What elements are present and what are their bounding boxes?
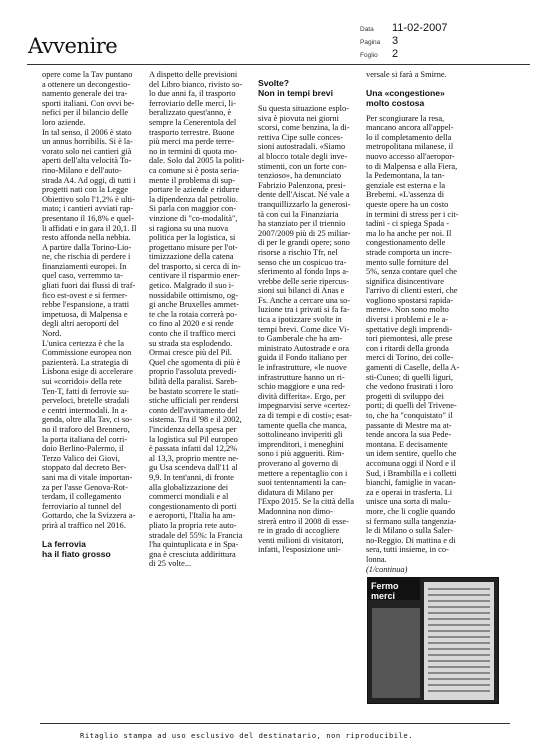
body-text: Per scongiurare la resa, mancano ancora all'appel- lo il completamento della metropolitana milanese, il nuovo accesso all'aeropor- to di Malpensa e alla Fiera, la Pedemontana, la tan- genziale est esterna e la Brebemi. «L'assenza di queste opere ha un costo in termini di stress per i cit- tadini - ci spiega Spada - ma lo ha anche per noi. Il congestionamento delle strade comporta un incre- mento sulle forniture del 5%, senza contare quel che significa disincentivare l'arrivo di clienti esteri, che vogliono spostarsi rapida- mente». Non sono molto diversi i problemi e le a- spettative degli imprendi- tori piemontesi, alle prese con i ritardi della gronda merci di Torino, dei colle- gamenti di Caselle, della A- sti-Cuneo; di quelli liguri, che vedono frustrati i loro progetti di sviluppo dei porti; di quelli del Trivene- to, che ha "conquistato" il passante di Mestre ma at- tende ancora la sua Pede- montana. E decisamente un idem sentire, quello che accomuna oggi il Nord e il Sud, i Brambilla e i colletti bianchi, famiglie in vacan- za e operai in trasferta. Li unisce una sorta di malu- more, che li coglie quando si fermano sulla tangenzia- le di Milano o sulla Saler- no-Reggio. Di mattina e di sera, tutti insieme, in co- lonna. (366, 113, 460, 564)
meta-row-page (360, 35, 520, 48)
article-column-2 (149, 70, 254, 569)
meta-value: 3 (392, 35, 399, 47)
thumbnail-image (367, 577, 499, 704)
meta-label: Data (360, 26, 374, 33)
body-text: Su questa situazione esplo- siva è piovuta nei giorni scorsi, come benzina, la di- rettiva Cipe sulle conces- sioni autostradali. «Siamo al blocco totale degli inve- stimenti, con un forte con- tenzioso», ha denunciato Fabrizio Palenzona, presi- dente dell'Aiscat. Né vale a tranquillizzarlo la generosi- tà con cui la Finanziaria ha stanziato per il triennio 2007/2009 più di 25 miliar- di per le grandi opere; sono risorse a rischio Tfr, nel senso che un cospicuo tra- sferimento al fondo Inps a- vrebbe delle serie ripercus- sioni sui bilanci di Anas e Fs. Anche a cercare una so- luzione tra i privati si fa fa- tica a ipotizzare svolte in tempi brevi. Come dice Vi- to Gamberale che ha am- ministrato Autostrade e ora guida il Fondo italiano per le infrastrutture, «le nuove infrastrutture hanno un ri- schio maggiore e una red- dività differita». Ergo, per impegnarvisi serve «certez- za di tempi e di costi»; esat- tamente quella che manca, sottolineano inviperiti gli imprenditori, i meneghini sono i più aggueriti. Rim- proverano al governo di mettere a repentaglio con i suoi tentennamenti la can- didatura di Milano per l'Expo 2015. Se la città della Madonnina non dimo- strerà entro il 2008 di esse- re in grado di accogliere venti milioni di visitatori, infatti, l'esposizione uni- (258, 104, 354, 555)
body-text: A dispetto delle previsioni del Libro bianco, rivisto so- lo due anni fa, il trasporto ferroviario delle merci, li- beralizzato quest'anno, è sempre la Cenerentola del trasporto terrestre. Buone più merci ma perde terre- no in termini di quota mo- dale. Solo dal 2005 la politi- ca comune si è posta seria- mente il problema di sup- portare le aziende e ridurre la dipendenza dal petrolio. Si parla con maggior con- vinzione di "co-modalità", si ragiona su una nuova politica per la logistica, si progettano misure per l'ot- timizzazione della catena del trasporto, si cerca di in- centivare il risparmio ener- getico. Malgrado il suo i- nossidabile ottimismo, og- gi anche Bruxelles ammet- te che la rotaia correrà po- co fino al 2020 e si rende conto che il traffico merci su strada sta esplodendo. Ormai cresce più del Pil. Quel che sgomenta di più è proprio l'assoluta prevedi- bilità della paralisi. Sareb- be bastato scorrere le stati- stiche ufficiali per rendersi conto dell'avvitamento del sistema. Tra il '98 e il 2002, l'incidenza della spesa per la logistica sul Pil europeo è passata infatti dal 12,2% al 13,3, proprio mentre ne- gu Usa scendeva dall'11 al 9,9. In tent'anni, di fronte alla globalizzazione dei commerci mondiali e al congestionamento di porti e aeroporti, l'Italia ha am- pliato la propria rete auto- stradale del 55%: la Francia l'ha quintuplicata e in Spa- gna è cresciuta addirittura di 25 volte... (149, 70, 245, 569)
thumbnail-photo (372, 608, 420, 698)
thumbnail-label: Fermo merci (368, 578, 420, 600)
meta-value: 2 (392, 48, 399, 60)
meta-row-sheet (360, 48, 520, 61)
article-column-3 (258, 70, 362, 555)
newspaper-logo: Avvenire (28, 34, 118, 58)
footer-disclaimer: Ritaglio stampa ad uso esclusivo del destinatario, non riproducibile. (80, 731, 414, 740)
subheading: Una «congestione» molto costosa (366, 87, 445, 108)
clipping-metadata (360, 22, 520, 61)
meta-row-date (360, 22, 520, 35)
body-text-lead: versale si farà a Smirne. (366, 70, 447, 79)
article-column-4 (366, 70, 504, 574)
subheading: Svolte? Non in tempi brevi (258, 78, 333, 98)
body-text: opere come la Tav puntano a ottenere un decongestio- namento generale dei tra- sporti italiani. Con ovvi be- nefici per il bilancio delle loro aziende. In tal senso, il 2006 è stato un annus horribilis. Si è la- vorato solo nei cantieri già aperti dell'alta velocità To- rino-Milano e dell'auto- strada A4. Ad oggi, di tutti i progetti nati con la Legge Obiettivo solo l'1,2% è ulti- mato; i cantieri avviati rap- presentano il 16,8% e quel- li affidati e in gara il 20,1. Il resto affonda nella nebbia. A partire dalla Torino-Lio- ne, che rischia di perdere i finanziamenti europei. In quel caso, verremmo ta- gliati fuori dai flussi di traf- fico est-ovest e si fermer- rebbe l'espansione, a tratti impetuosa, di Malpensa e degli altri aeroporti del Nord. L'unica certezza è che la Commissione europea non pazienterà. La strategia di Lisbona esige di accelerare sui «corridoi» della rete Ten-T, fatti di ferrovie su- perveloci, bretelle stradali e centri intermodali. In a- genda, oltre alla Tav, ci so- no il traforo del Brennero, la porta italiana del corri- doio Berlino-Palermo, il Terzo Valico dei Giovi, stoppato dal decreto Ber- sani ma di vitale importan- za per l'asse Genova-Rot- terdam, il collegamento ferroviario al tunnel del Gottardo, che la Svizzera a- prirà al traffico nel 2016. (42, 70, 137, 530)
footer-rule (40, 723, 510, 724)
thumbnail-text-panel (424, 582, 494, 700)
meta-label: Pagina (360, 39, 381, 46)
meta-label: Foglio (360, 52, 378, 59)
header-rule (27, 64, 530, 65)
continuation-note: (1/continua) (366, 564, 408, 574)
meta-value: 11-02-2007 (392, 22, 448, 34)
article-column-1 (42, 70, 146, 559)
subheading: La ferrovia ha il fiato grosso (42, 538, 111, 559)
